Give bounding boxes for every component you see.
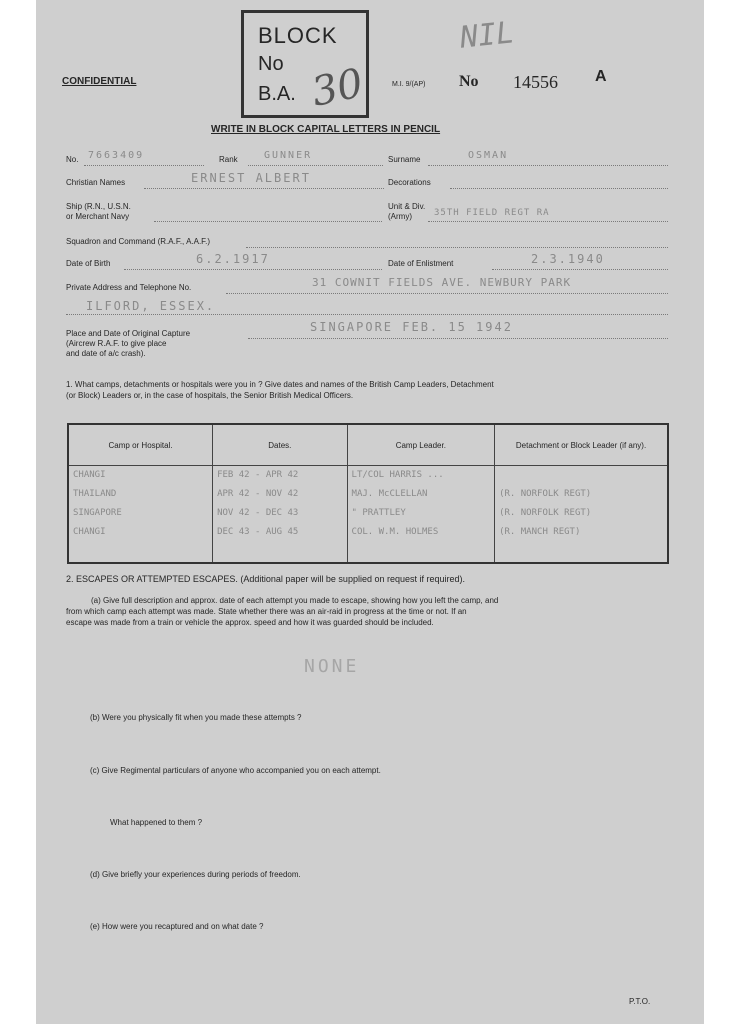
- number-label: No: [459, 73, 479, 90]
- unit-label-line1: Unit & Div.: [388, 202, 426, 211]
- decorations-line: [450, 188, 668, 189]
- squadron-line: [246, 247, 668, 248]
- table-cell: LT/COL HARRIS ...: [347, 466, 495, 486]
- address-line1: [226, 293, 668, 294]
- squadron-label: Squadron and Command (R.A.F., A.A.F.): [66, 237, 211, 246]
- rank-value: GUNNER: [264, 150, 313, 161]
- enlistment-value: 2.3.1940: [531, 252, 605, 266]
- capture-value: SINGAPORE FEB. 15 1942: [310, 320, 513, 334]
- question-1-text-line1: 1. What camps, detachments or hospitals were you in ? Give dates and names of the British Camp Leaders, Detachment: [66, 380, 494, 389]
- table-cell: APR 42 - NOV 42: [213, 485, 347, 504]
- table-cell: THAILAND: [68, 485, 213, 504]
- address-value-line2: ILFORD, ESSEX.: [86, 299, 216, 313]
- nil-note: NIL: [458, 15, 516, 56]
- capture-line: [248, 338, 668, 339]
- question-2d: (d) Give briefly your experiences during periods of freedom.: [90, 870, 301, 879]
- table-row: [68, 523, 668, 563]
- unit-line: [428, 221, 668, 222]
- unit-value: 35TH FIELD REGT RA: [434, 208, 550, 218]
- table-cell: [495, 466, 668, 486]
- question-2a-line1: (a) Give full description and approx. date of each attempt you made to escape, showing how you left the camp, and: [91, 596, 499, 605]
- table-cell: CHANGI: [68, 523, 213, 563]
- service-number-value: 7663409: [88, 150, 145, 161]
- question-2c: (c) Give Regimental particulars of anyone who accompanied you on each attempt.: [90, 766, 381, 775]
- capture-label-line3: and date of a/c crash).: [66, 349, 146, 358]
- question-2a-answer: NONE: [304, 656, 360, 677]
- questionnaire-page: [36, 0, 704, 1024]
- table-row: [68, 485, 668, 504]
- question-2a-line2: from which camp each attempt was made. State whether there was an air-raid in progress at the time or not. If an: [66, 607, 467, 616]
- form-instruction: WRITE IN BLOCK CAPITAL LETTERS IN PENCIL: [211, 124, 441, 135]
- date-of-birth-value: 6.2.1917: [196, 252, 270, 266]
- table-row: [68, 504, 668, 523]
- christian-names-line: [144, 188, 384, 189]
- surname-line: [428, 165, 668, 166]
- table-cell: SINGAPORE: [68, 504, 213, 523]
- ship-label-line2: or Merchant Navy: [66, 212, 130, 221]
- mi-reference: M.I. 9/(AP): [392, 81, 426, 88]
- stamp-no-text: No: [258, 53, 284, 75]
- table-cell: (R. NORFOLK REGT): [495, 504, 668, 523]
- column-header-detachment-leader: Detachment or Block Leader (if any).: [495, 424, 668, 466]
- table-cell: NOV 42 - DEC 43: [213, 504, 347, 523]
- stamp-ba-text: B.A.: [258, 83, 296, 105]
- surname-label: Surname: [388, 155, 421, 164]
- form-suffix: A: [595, 68, 607, 85]
- table-cell: CHANGI: [68, 466, 213, 486]
- stamp-number: 30: [307, 60, 368, 116]
- table-cell: (R. MANCH REGT): [495, 523, 668, 563]
- address-line2: [66, 314, 668, 315]
- unit-label-line2: (Army): [388, 212, 412, 221]
- table-cell: COL. W.M. HOLMES: [347, 523, 495, 563]
- enlistment-label: Date of Enlistment: [388, 259, 454, 268]
- question-1-text-line2: (or Block) Leaders or, in the case of hospitals, the Senior British Medical Officers.: [66, 391, 354, 400]
- capture-label-line2: (Aircrew R.A.F. to give place: [66, 339, 167, 348]
- date-of-birth-line: [124, 269, 382, 270]
- decorations-label: Decorations: [388, 178, 431, 187]
- table-cell: (R. NORFOLK REGT): [495, 485, 668, 504]
- christian-names-label: Christian Names: [66, 178, 126, 187]
- rank-label: Rank: [219, 155, 238, 164]
- block-stamp: [241, 10, 369, 118]
- table-cell: FEB 42 - APR 42: [213, 466, 347, 486]
- ship-label-line1: Ship (R.N., U.S.N.: [66, 202, 131, 211]
- service-number-label: No.: [66, 155, 79, 164]
- column-header-camp: Camp or Hospital.: [68, 424, 213, 466]
- confidential-label: CONFIDENTIAL: [62, 76, 137, 87]
- table-cell: DEC 43 - AUG 45: [213, 523, 347, 563]
- christian-names-value: ERNEST ALBERT: [191, 171, 311, 185]
- camps-table: [67, 423, 669, 564]
- table-cell: " PRATTLEY: [347, 504, 495, 523]
- enlistment-line: [492, 269, 668, 270]
- capture-label-line1: Place and Date of Original Capture: [66, 329, 191, 338]
- service-number-line: [84, 165, 204, 166]
- table-row: [68, 466, 668, 486]
- question-2e: (e) How were you recaptured and on what date ?: [90, 922, 264, 931]
- form-number: 14556: [513, 72, 558, 92]
- question-2c-follow-up: What happened to them ?: [110, 818, 203, 827]
- question-2-heading: 2. ESCAPES OR ATTEMPTED ESCAPES. (Additional paper will be supplied on request if required).: [66, 574, 466, 584]
- date-of-birth-label: Date of Birth: [66, 259, 111, 268]
- address-value-line1: 31 COWNIT FIELDS AVE. NEWBURY PARK: [312, 276, 572, 289]
- table-cell: MAJ. McCLELLAN: [347, 485, 495, 504]
- question-2a-line3: escape was made from a train or vehicle the approx. speed and how it was guarded should be included.: [66, 618, 434, 627]
- pto-note: P.T.O.: [629, 997, 651, 1006]
- question-2b: (b) Were you physically fit when you made these attempts ?: [90, 713, 302, 722]
- column-header-camp-leader: Camp Leader.: [347, 424, 495, 466]
- ship-line: [154, 221, 382, 222]
- rank-line: [248, 165, 383, 166]
- stamp-block-text: BLOCK: [258, 23, 338, 48]
- column-header-dates: Dates.: [213, 424, 347, 466]
- surname-value: OSMAN: [468, 150, 509, 161]
- address-label: Private Address and Telephone No.: [66, 283, 192, 292]
- scan-margin-right: [704, 0, 739, 1024]
- scan-margin-left: [0, 0, 36, 1024]
